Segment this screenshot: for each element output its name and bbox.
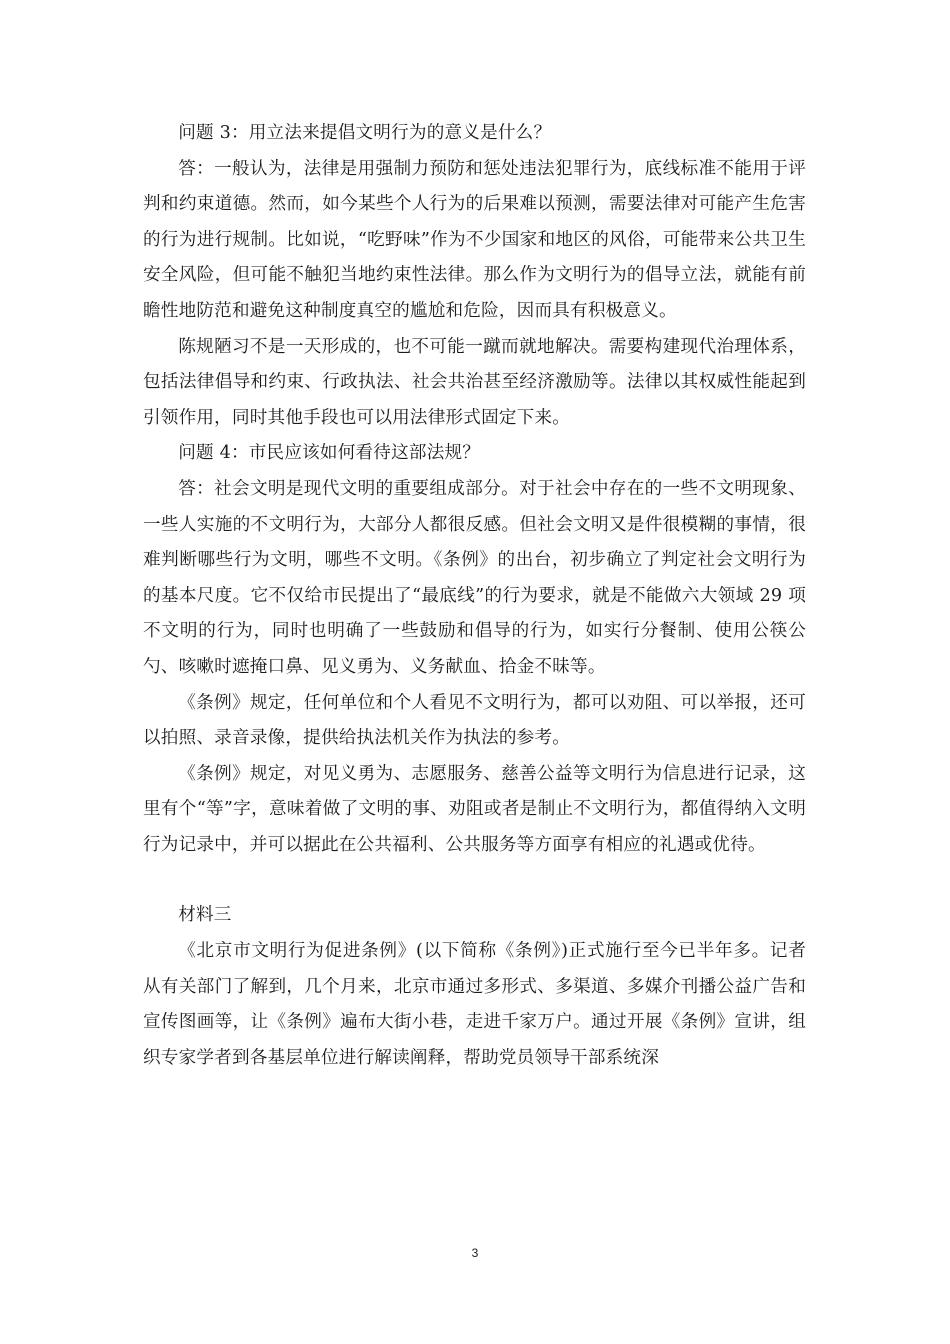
question-4: 问题 4：市民应该如何看待这部法规？ bbox=[178, 443, 481, 464]
question-3: 问题 3：用立法来提倡文明行为的意义是什么？ bbox=[178, 123, 552, 143]
regulation-paragraph-2: 《条例》规定，对见义勇为、志愿服务、慈善公益等文明行为信息进行记录，这里有个“等”字，意味着做了文明的事、劝阻或者是制止不文明行为，都值得纳入文明行为记录中，并可以据此在公共福利、公共服务等方面享有相应的礼遇或优待。 bbox=[143, 763, 806, 855]
section-heading: 材料三 bbox=[178, 905, 232, 926]
document-body bbox=[143, 116, 806, 1076]
answer-3-paragraph: 答：一般认为，法律是用强制力预防和惩处违法犯罪行为，底线标准不能用于评判和约束道德。然而，如今某些个人行为的后果难以预测，需要法律对可能产生危害的行为进行规制。比如说，“吃野味”作为不少国家和地区的风俗，可能带来公共卫生安全风险，但可能不触犯当地约束性法律。那么作为文明行为的倡导立法，就能有前瞻性地防范和避免这种制度真空的尴尬和危险，因而具有积极意义。 bbox=[143, 158, 806, 321]
section-spacer bbox=[143, 863, 806, 898]
page-number: 3 bbox=[471, 1246, 479, 1260]
answer-4-paragraph: 答：社会文明是现代文明的重要组成部分。对于社会中存在的一些不文明现象、一些人实施的不文明行为，大部分人都很反感。但社会文明又是件很模糊的事情，很难判断哪些行为文明，哪些不文明。《条例》的出台，初步确立了判定社会文明行为的基本尺度。它不仅给市民提出了“最底线”的行为要求，就是不能做六大领域 29 项不文明的行为，同时也明确了一些鼓励和倡导的行为，如实行分餐制、使用公筷公勺、咳嗽时遮掩口鼻、见义勇为、义务献血、拾金不昧等。 bbox=[143, 478, 806, 677]
regulation-paragraph-1: 《条例》规定，任何单位和个人看见不文明行为，都可以劝阻、可以举报，还可以拍照、录音录像，提供给执法机关作为执法的参考。 bbox=[143, 692, 806, 749]
material-paragraph: 《北京市文明行为促进条例》(以下简称《条例》)正式施行至今已半年多。记者从有关部门了解到，几个月来，北京市通过多形式、多渠道、多媒介刊播公益广告和宣传图画等，让《条例》遍布大街小巷，走进千家万户。通过开展《条例》宣讲，组织专家学者到各基层单位进行解读阐释，帮助党员领导干部系统深 bbox=[143, 941, 806, 1068]
answer-3-continuation: 陈规陋习不是一天形成的，也不可能一蹴而就地解决。需要构建现代治理体系，包括法律倡导和约束、行政执法、社会共治甚至经济激励等。法律以其权威性能起到引领作用，同时其他手段也可以用法律形式固定下来。 bbox=[143, 336, 806, 428]
